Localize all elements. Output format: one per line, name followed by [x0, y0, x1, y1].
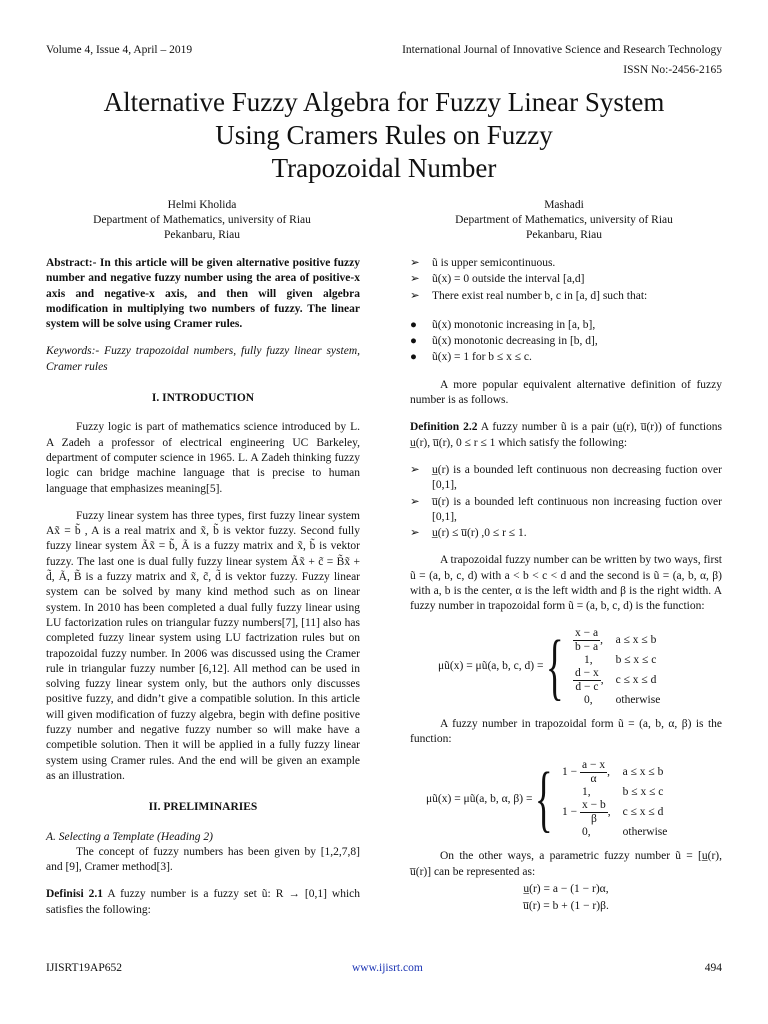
abstract: Abstract:- In this article will be given alternative positive fuzzy number and negative fuzzy number using the area of positive-x axis and negative-x axis, and then will given algebra modification in multiplying two numbers of fuzzy. The linear system will be solve using Cramer rules.	[46, 257, 360, 331]
list-item	[410, 495, 722, 526]
equation-trapezoid-ab-alpha-beta	[410, 759, 722, 839]
definition-conditions	[410, 463, 722, 541]
author-name: Mashadi	[544, 199, 584, 211]
left-column	[46, 256, 360, 930]
equation-lhs: μũ(x) = μũ(a, b, c, d) =	[438, 659, 544, 672]
footer-page-number: 494	[704, 962, 722, 974]
case-row	[567, 654, 666, 667]
paragraph: A more popular equivalent alternative definition of fuzzy number is as follows.	[410, 378, 722, 407]
definition-text: A fuzzy number ũ is a pair (u̲(r), u̅(r)) of functions u̲(r), u̅(r), 0 ≤ r ≤ 1 which satisfy the following:	[410, 421, 722, 449]
dot-bullet-icon: ●	[410, 318, 417, 331]
intro-paragraph-2: Fuzzy linear system has three types, first fuzzy linear system Ax̃ = b̃ , A is a real matrix and x̃, b̃ is vektor fuzzy. Second fully fuzzy linear system Ãx̃ = b̃, Ã is a fuzzy matrix and x̃, b̃ is vektor fuzzy. The last one is dual fully fuzzy linear system Ãx̃ + c̃ = B̃x̃ + d̃, Ã, B̃ is a fuzzy matrix and x̃, c̃, d̃ is vektor fuzzy. Fuzzy linear system can be solved by many kind method such as on linear system. In 2010 has been completed a dual fully fuzzy linear using LU factorization rules on triangular fuzzy numbers[7], [11] also has completed fuzzy linear system using LU factrization rules but on trapozoidal fuzzy number. In 2006 was discussed using the Cramer rule in triangular fuzzy number [6,12]. All method can be used in solving fuzzy linear system only, but the authors only discusses positive fuzzy, and didn’t give a compatible solution. In this article will given modification of fuzzy algebra, begin with define positive fuzzy number and negative fuzzy number so will make have a competible solution. Then it will be applied in a fully fuzzy linear system using Cramer rules. And the end will be given an example as an illustration.	[46, 509, 360, 782]
section-heading-introduction: I. INTRODUCTION	[151, 392, 255, 405]
dot-bullet-icon: ●	[410, 351, 417, 364]
case-condition: c ≤ x ≤ d	[615, 673, 657, 686]
case-prefix: 1 −	[562, 806, 578, 819]
parametric-lower: u̲(r) = a − (1 − r)α,	[523, 882, 609, 895]
list-item-text: ũ(x) monotonic increasing in [a, b],	[432, 318, 596, 331]
case-prefix: 1 −	[562, 766, 578, 779]
list-item-text: ũ is upper semicontinuous.	[432, 257, 556, 269]
list-item-text: ũ(x) = 0 outside the interval [a,d]	[432, 273, 585, 286]
list-item	[410, 350, 722, 365]
section-heading-preliminaries: II. PRELIMINARIES	[148, 801, 258, 814]
author-2	[414, 198, 714, 243]
list-item	[410, 272, 722, 287]
list-item	[410, 463, 722, 494]
case-row	[556, 786, 673, 799]
equation-cases	[567, 627, 666, 707]
fraction: $\frac{x - b}{\beta}$	[582, 799, 606, 826]
header-volume: Volume 4, Issue 4, April – 2019	[46, 44, 193, 56]
author-place: Pekanbaru, Riau	[525, 229, 602, 241]
case-condition: a ≤ x ≤ b	[615, 633, 657, 646]
footer-id: IJISRT19AP652	[46, 962, 122, 974]
brace-icon: {	[546, 625, 565, 708]
title-line: Alternative Fuzzy Algebra for Fuzzy Linear System	[103, 87, 665, 117]
arrow-bullet-icon: ➢	[410, 527, 420, 540]
equation-lhs: μũ(x) = μũ(a, b, α, β) =	[426, 792, 533, 805]
dot-bullet-icon: ●	[410, 335, 417, 348]
case-value: 1,	[584, 653, 593, 666]
case-condition: b ≤ x ≤ c	[615, 653, 657, 666]
list-item	[410, 256, 722, 271]
footer-url-link[interactable]: www.ijisrt.com	[352, 962, 423, 974]
keywords: Keywords:- Fuzzy trapozoidal numbers, fully fuzzy linear system, Cramer rules	[46, 345, 360, 373]
list-item	[410, 289, 722, 304]
arrow-bullet-icon: ➢	[410, 495, 420, 508]
case-condition: otherwise	[615, 693, 661, 706]
list-item	[410, 526, 722, 541]
paragraph: On the other ways, a parametric fuzzy number ũ = [u̲(r), u̅(r)] can be represented as:	[410, 850, 722, 878]
equation-cases	[556, 759, 673, 839]
list-item	[410, 334, 722, 349]
definition-label: Definition 2.2	[410, 421, 478, 434]
subsection-heading: A. Selecting a Template (Heading 2)	[46, 830, 213, 843]
case-condition: c ≤ x ≤ d	[622, 806, 664, 819]
condition-list	[410, 318, 722, 366]
intro-paragraph-1: Fuzzy logic is part of mathematics science introduced by L. A Zadeh a professor of electrical engineering UC Barkeley, department of computer science in 1965. L. A Zadeh thinking fuzzy logic can bridge machine language that is precise to human language that emphasizes meaning[5].	[46, 421, 360, 495]
definition-label: Definisi 2.1	[46, 888, 104, 901]
case-value: 1,	[582, 786, 591, 799]
case-condition: a ≤ x ≤ b	[622, 766, 664, 779]
arrow-bullet-icon: ➢	[410, 463, 420, 476]
case-row: 1 − $\frac{x - b}{\beta}$ , c ≤ x ≤ d	[556, 799, 673, 826]
equation-trapezoid-abcd	[410, 627, 722, 707]
list-item	[410, 318, 722, 333]
preliminaries-paragraph: The concept of fuzzy numbers has been given by [1,2,7,8] and [9], Cramer method[3].	[46, 845, 360, 874]
author-1	[52, 198, 352, 243]
arrow-bullet-icon: ➢	[410, 289, 420, 302]
paragraph: A trapozoidal fuzzy number can be written by two ways, first ũ = (a, b, c, d) with a < b < c < d and the second is ũ = (a, b, α, β) with a, b is the center, α is the left width and β is the right width. A fuzzy number in trapozoidal form ũ = (a, b, c, d) is the function:	[410, 554, 722, 613]
case-condition: otherwise	[622, 826, 668, 839]
fraction: $\frac{a - x}{\alpha}$	[582, 759, 606, 786]
list-item-text: u̅(r) is a bounded left continuous non increasing fuction over [0,1],	[432, 495, 722, 523]
arrow-bullet-icon: ➢	[410, 273, 420, 286]
fraction: $\frac{x - a}{b - a}$	[575, 626, 599, 653]
author-place: Pekanbaru, Riau	[163, 229, 240, 241]
list-item-text: There exist real number b, c in [a, d] such that:	[432, 289, 648, 302]
header-issn: ISSN No:-2456-2165	[623, 64, 722, 76]
case-row	[556, 826, 673, 839]
author-name: Helmi Kholida	[167, 199, 237, 211]
case-value: 0,	[582, 826, 591, 839]
paragraph: A fuzzy number in trapozoidal form ũ = (a, b, α, β) is the function:	[410, 717, 722, 745]
parametric-upper: u̅(r) = b + (1 − r)β.	[523, 900, 609, 913]
case-row	[567, 694, 666, 707]
fraction: $\frac{d - x}{d - c}$	[575, 666, 599, 693]
case-condition: b ≤ x ≤ c	[622, 786, 664, 799]
case-row: 1 − $\frac{a - x}{\alpha}$ , a ≤ x ≤ b	[556, 759, 673, 786]
definition-text: A fuzzy number is a fuzzy set ũ: R → [0,1] which satisfies the following:	[46, 888, 360, 916]
list-item-text: u̲(r) is a bounded left continuous non decreasing fuction over [0,1],	[432, 463, 722, 492]
case-row: $\frac{x - a}{b - a}$ , a ≤ x ≤ b	[567, 627, 666, 654]
title-line: Trapozoidal Number	[271, 153, 497, 183]
list-item-text: ũ(x) = 1 for b ≤ x ≤ c.	[432, 351, 532, 364]
definition-2-1	[46, 887, 360, 918]
arrow-bullet-icon: ➢	[410, 257, 420, 269]
title-line: Using Cramers Rules on Fuzzy	[215, 120, 553, 150]
paper-title	[40, 86, 728, 185]
case-value: 0,	[584, 693, 593, 706]
author-dept: Department of Mathematics, university of Riau	[455, 214, 673, 226]
list-item-text: ũ(x) monotonic decreasing in [b, d],	[432, 335, 598, 348]
brace-icon: {	[535, 758, 554, 841]
right-column	[410, 256, 722, 916]
definition-2-2	[410, 420, 722, 451]
property-list	[410, 256, 722, 304]
case-row: $\frac{d - x}{d - c}$ , c ≤ x ≤ d	[567, 667, 666, 694]
header-journal: International Journal of Innovative Science and Research Technology	[402, 44, 722, 56]
author-dept: Department of Mathematics, university of Riau	[93, 214, 311, 226]
list-item-text: u̲(r) ≤ u̅(r) ,0 ≤ r ≤ 1.	[432, 527, 527, 540]
